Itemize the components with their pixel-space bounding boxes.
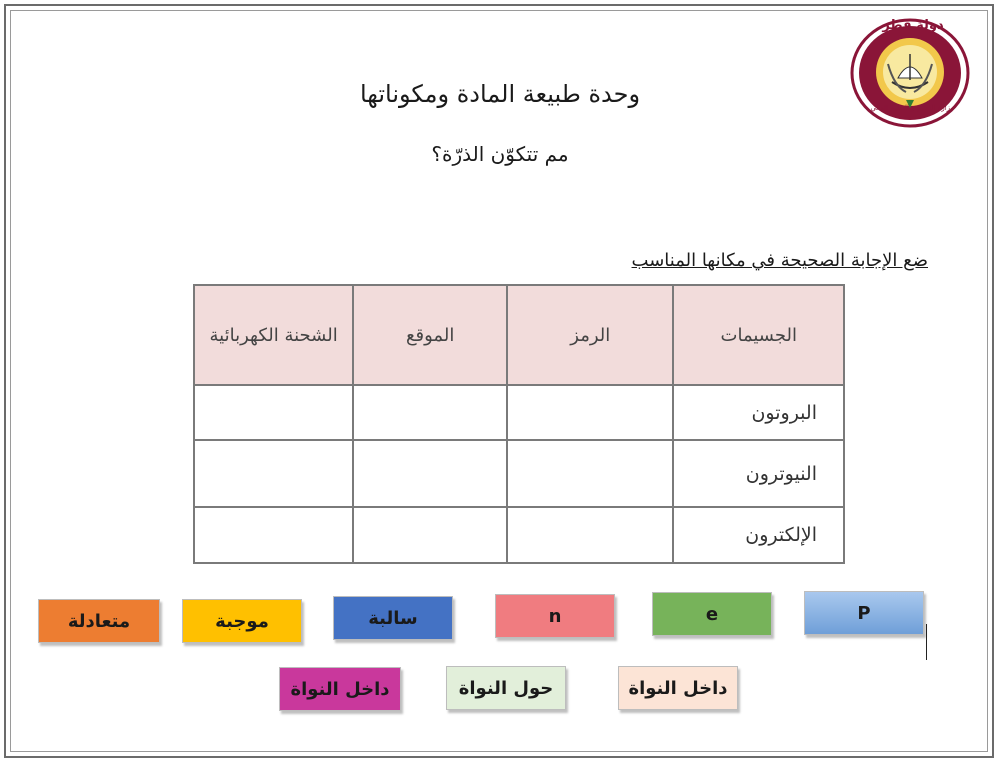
header-location: الموقع xyxy=(353,285,507,385)
chip-neutron-symbol[interactable]: n xyxy=(495,594,615,638)
drop-cell-electron-location[interactable] xyxy=(353,507,507,563)
chip-inside-nucleus-1[interactable]: داخل النواة xyxy=(618,666,738,710)
chip-around-nucleus[interactable]: حول النواة xyxy=(446,666,566,710)
drop-cell-neutron-charge[interactable] xyxy=(194,440,353,507)
drop-cell-electron-charge[interactable] xyxy=(194,507,353,563)
row-label-proton: البروتون xyxy=(673,385,844,440)
chip-neutral-charge[interactable]: متعادلة xyxy=(38,599,160,643)
drop-cell-electron-symbol[interactable] xyxy=(507,507,673,563)
table-header-row xyxy=(194,285,844,385)
drop-cell-proton-symbol[interactable] xyxy=(507,385,673,440)
chip-inside-nucleus-2[interactable]: داخل النواة xyxy=(279,667,401,711)
row-label-neutron: النيوترون xyxy=(673,440,844,507)
question-text: مم تتكوّن الذرّة؟ xyxy=(431,142,569,166)
table-row xyxy=(194,440,844,507)
header-symbol: الرمز xyxy=(507,285,673,385)
logo-top-text: دولة قطر xyxy=(882,18,944,33)
header-charge: الشحنة الكهربائية xyxy=(194,285,353,385)
logo-bottom-text: وزارة التعليم و التعليم العالي xyxy=(870,104,954,112)
instruction-text: ضع الإجابة الصحيحة في مكانها المناسب xyxy=(631,250,928,271)
drop-cell-neutron-location[interactable] xyxy=(353,440,507,507)
drop-cell-neutron-symbol[interactable] xyxy=(507,440,673,507)
chip-electron-symbol[interactable]: e xyxy=(652,592,772,636)
row-label-electron: الإلكترون xyxy=(673,507,844,563)
drop-cell-proton-location[interactable] xyxy=(353,385,507,440)
table-row xyxy=(194,385,844,440)
answer-table xyxy=(193,284,845,564)
text-cursor xyxy=(926,624,927,660)
table-row xyxy=(194,507,844,563)
drop-cell-proton-charge[interactable] xyxy=(194,385,353,440)
header-particles: الجسيمات xyxy=(673,285,844,385)
chip-proton-symbol[interactable]: P xyxy=(804,591,924,635)
chip-negative-charge[interactable]: سالبة xyxy=(333,596,453,640)
chip-positive-charge[interactable]: موجبة xyxy=(182,599,302,643)
page-title: وحدة طبيعة المادة ومكوناتها xyxy=(359,80,641,108)
